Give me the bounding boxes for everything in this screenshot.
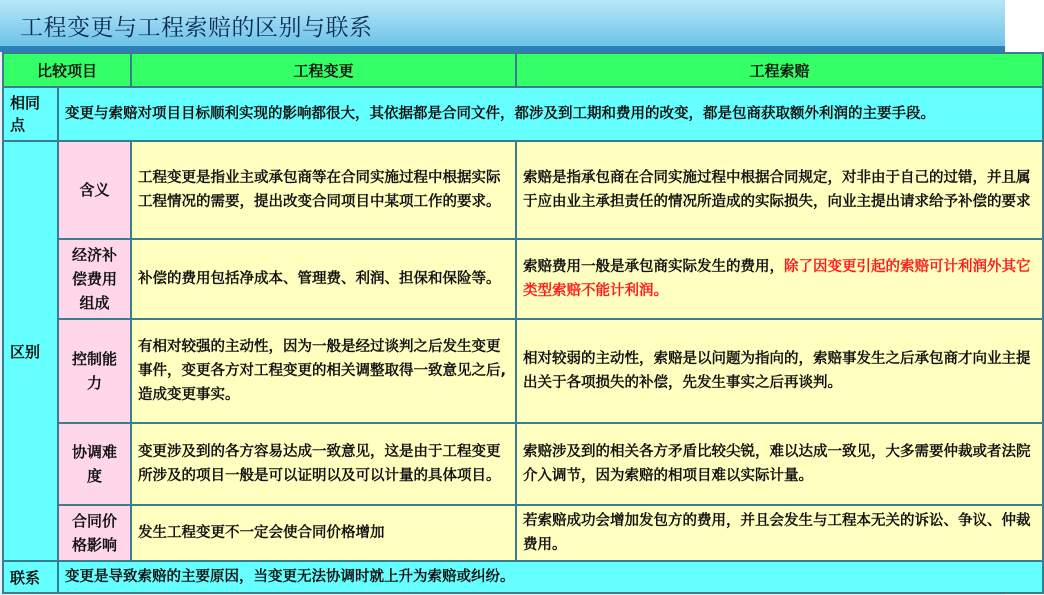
table-row — [3, 141, 1043, 239]
claim-cell: 索赔涉及到的相关各方矛盾比较尖锐，难以达成一致见，大多需要仲裁或者法院介入调节，因为索赔的相项目难以实际计量。 — [516, 423, 1043, 505]
claim-cell — [516, 239, 1043, 319]
claim-highlight-text: 除了因变更引起的索赔可计利润外其它类型索赔不能计利润。 — [523, 259, 1031, 299]
table-header-row — [3, 53, 1043, 87]
claim-cell: 相对较弱的主动性，索赔是以问题为指向的，索赔事发生之后承包商才向业主提出关于各项损失的补偿，先发生事实之后再谈判。 — [516, 319, 1043, 423]
link-text: 变更是导致索赔的主要原因，当变更无法协调时就上升为索赔或纠纷。 — [58, 561, 1043, 593]
link-label: 联系 — [3, 561, 58, 593]
header-change: 工程变更 — [131, 53, 516, 87]
comparison-table — [2, 52, 1044, 594]
same-label: 相同点 — [3, 87, 58, 141]
change-cell: 发生工程变更不一定会使合同价格增加 — [131, 505, 516, 561]
row-label: 协调难度 — [58, 423, 131, 505]
row-label: 控制能力 — [58, 319, 131, 423]
table-row — [3, 505, 1043, 561]
same-row — [3, 87, 1043, 141]
claim-text: 索赔费用一般是承包商实际发生的费用， — [523, 259, 785, 275]
change-cell: 有相对较强的主动性，因为一般是经过谈判之后发生变更事件，变更各方对工程变更的相关调整取得一致意见之后,造成变更事实。 — [131, 319, 516, 423]
table-row — [3, 239, 1043, 319]
row-label: 合同价格影响 — [58, 505, 131, 561]
link-row — [3, 561, 1043, 593]
header-claim: 工程索赔 — [516, 53, 1043, 87]
diff-label: 区别 — [3, 141, 58, 561]
change-cell: 补偿的费用包括净成本、管理费、利润、担保和保险等。 — [131, 239, 516, 319]
change-cell: 变更涉及到的各方容易达成一致意见，这是由于工程变更所涉及的项目一般是可以证明以及可以计量的具体项目。 — [131, 423, 516, 505]
same-text: 变更与索赔对项目目标顺利实现的影响都很大，其依据都是合同文件，都涉及到工期和费用的改变，都是包商获取额外利润的主要手段。 — [58, 87, 1043, 141]
row-label: 含义 — [58, 141, 131, 239]
header-compare-item: 比较项目 — [3, 53, 131, 87]
table-row — [3, 319, 1043, 423]
row-label: 经济补偿费用组成 — [58, 239, 131, 319]
claim-cell: 若索赔成功会增加发包方的费用，并且会发生与工程本无关的诉讼、争议、仲裁费用。 — [516, 505, 1043, 561]
slide-header — [0, 0, 1005, 46]
claim-cell: 索赔是指承包商在合同实施过程中根据合同规定，对非由于自己的过错，并且属于应由业主承担责任的情况所造成的实际损失，向业主提出请求给予补偿的要求 — [516, 141, 1043, 239]
change-cell: 工程变更是指业主或承包商等在合同实施过程中根据实际工程情况的需要，提出改变合同项目中某项工作的要求。 — [131, 141, 516, 239]
slide-title: 工程变更与工程索赔的区别与联系 — [20, 15, 373, 41]
table-row — [3, 423, 1043, 505]
